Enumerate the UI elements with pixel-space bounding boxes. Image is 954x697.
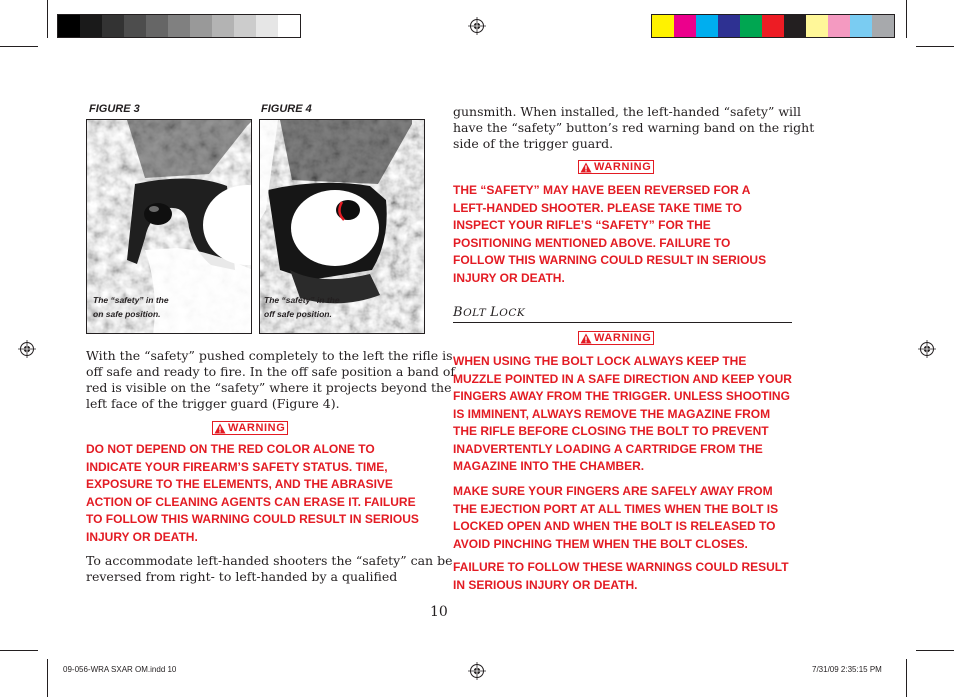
text-line: MUZZLE POINTED IN A SAFE DIRECTION AND KEEP YOUR	[453, 371, 792, 386]
process-color-bar	[651, 14, 895, 38]
color-swatch	[146, 15, 168, 37]
warning-text	[453, 483, 778, 553]
color-swatch	[718, 15, 740, 37]
color-swatch	[190, 15, 212, 37]
color-swatch	[872, 15, 894, 37]
title-small-caps: OLT	[463, 307, 491, 319]
text-line: side of the trigger guard.	[453, 136, 614, 151]
figure-4-photo	[259, 119, 425, 334]
color-swatch	[674, 15, 696, 37]
title-small-caps: OCK	[499, 307, 526, 319]
text-line: FINGERS AWAY FROM THE TRIGGER. UNLESS SHOOTING	[453, 389, 790, 403]
body-paragraph	[453, 104, 814, 152]
warning-text	[453, 353, 792, 476]
color-swatch	[762, 15, 784, 37]
warning-label: WARNING	[594, 332, 652, 344]
slug-timestamp: 7/31/09 2:35:15 PM	[812, 665, 882, 674]
slug-filename: 09-056-WRA SXAR OM.indd 10	[63, 665, 177, 674]
text-line: INJURY OR DEATH.	[86, 529, 198, 544]
crop-mark	[47, 659, 48, 697]
text-line: IN SERIOUS INJURY OR DEATH.	[453, 577, 638, 592]
body-paragraph	[86, 348, 455, 412]
text-line: left face of the trigger guard (Figure 4).	[86, 396, 340, 411]
caption-line: on safe position.	[93, 309, 161, 319]
section-title	[453, 305, 792, 323]
text-line: DO NOT DEPEND ON THE RED COLOR ALONE TO	[86, 442, 375, 456]
color-swatch	[256, 15, 278, 37]
warning-text	[86, 441, 419, 546]
text-line: INJURY OR DEATH.	[453, 270, 565, 285]
registration-mark-icon	[468, 17, 486, 35]
text-line: AVOID PINCHING THEM WHEN THE BOLT CLOSES.	[453, 536, 748, 551]
color-swatch	[828, 15, 850, 37]
text-line: INSPECT YOUR RIFLE’S “SAFETY” FOR THE	[453, 218, 711, 232]
text-line: red is visible on the “safety” where it projects beyond the	[86, 380, 452, 395]
text-line: IS IMMINENT, ALWAYS REMOVE THE MAGAZINE FROM	[453, 406, 771, 421]
warning-label: WARNING	[594, 161, 652, 173]
figure-4-label: FIGURE 4	[261, 103, 312, 115]
registration-mark-icon	[918, 340, 936, 358]
color-swatch	[278, 15, 300, 37]
color-swatch	[80, 15, 102, 37]
figure-3-photo	[86, 119, 252, 334]
text-line: With the “safety” pushed completely to the left the rifle is	[86, 348, 453, 363]
text-line: MAKE SURE YOUR FINGERS ARE SAFELY AWAY FROM	[453, 484, 773, 498]
crop-mark	[47, 0, 48, 38]
color-swatch	[124, 15, 146, 37]
text-line: FAILURE TO FOLLOW THESE WARNINGS COULD RESULT	[453, 560, 789, 574]
color-swatch	[234, 15, 256, 37]
text-line: gunsmith. When installed, the left-handed “safety” will	[453, 104, 802, 119]
crop-mark	[916, 650, 954, 651]
text-line: THE “SAFETY” MAY HAVE BEEN REVERSED FOR A	[453, 183, 751, 197]
text-line: POSITIONING MENTIONED ABOVE. FAILURE TO	[453, 235, 731, 250]
title-cap: L	[490, 305, 500, 320]
warning-text	[453, 559, 789, 594]
warning-badge	[578, 160, 654, 174]
figure-4-caption	[264, 293, 354, 321]
text-line: INADVERTENTLY LOADING A CARTRIDGE FROM THE	[453, 441, 763, 456]
text-line: EXPOSURE TO THE ELEMENTS, AND THE ABRASIVE	[86, 477, 393, 491]
text-line: THE RIFLE BEFORE CLOSING THE BOLT TO PREVENT	[453, 424, 769, 438]
registration-mark-icon	[18, 340, 36, 358]
crop-mark	[0, 46, 38, 47]
color-swatch	[784, 15, 806, 37]
text-line: off safe and ready to fire. In the off safe position a band of	[86, 364, 455, 379]
warning-triangle-icon	[214, 423, 226, 434]
warning-triangle-icon	[580, 333, 592, 344]
text-line: To accommodate left-handed shooters the “safety” can be	[86, 553, 453, 568]
text-line: WHEN USING THE BOLT LOCK ALWAYS KEEP THE	[453, 354, 747, 368]
warning-triangle-icon	[580, 162, 592, 173]
warning-text	[453, 182, 766, 287]
body-paragraph	[86, 553, 452, 585]
color-swatch	[652, 15, 674, 37]
color-swatch	[740, 15, 762, 37]
grayscale-color-bar	[57, 14, 301, 38]
text-line: LEFT-HANDED SHOOTER. PLEASE TAKE TIME TO	[453, 200, 742, 215]
text-line: reversed from right- to left-handed by a qualified	[86, 569, 398, 584]
color-swatch	[212, 15, 234, 37]
title-cap: B	[453, 305, 464, 320]
registration-mark-icon	[468, 662, 486, 680]
color-swatch	[806, 15, 828, 37]
figure-3-caption	[93, 293, 183, 321]
crop-mark	[906, 0, 907, 38]
text-line: LOCKED OPEN AND WHEN THE BOLT IS RELEASED TO	[453, 519, 776, 533]
page-number: 10	[430, 604, 448, 620]
color-swatch	[58, 15, 80, 37]
text-line: ACTION OF CLEANING AGENTS CAN ERASE IT. FAILURE	[86, 494, 416, 509]
caption-line: off safe position.	[264, 309, 332, 319]
warning-badge	[578, 331, 654, 345]
text-line: INDICATE YOUR FIREARM’S SAFETY STATUS. TIME,	[86, 459, 388, 474]
text-line: FOLLOW THIS WARNING COULD RESULT IN SERIOUS	[453, 253, 767, 267]
text-line: have the “safety” button’s red warning band on the right	[453, 120, 815, 135]
crop-mark	[916, 46, 954, 47]
color-swatch	[696, 15, 718, 37]
text-line: MAGAZINE INTO THE CHAMBER.	[453, 459, 645, 473]
text-line: THE EJECTION PORT AT ALL TIMES WHEN THE BOLT IS	[453, 501, 779, 516]
caption-line: The “safety” in the	[93, 295, 169, 305]
warning-label: WARNING	[228, 422, 286, 434]
warning-badge	[212, 421, 288, 435]
crop-mark	[0, 650, 38, 651]
crop-mark	[906, 659, 907, 697]
color-swatch	[850, 15, 872, 37]
color-swatch	[102, 15, 124, 37]
color-swatch	[168, 15, 190, 37]
figure-3-label: FIGURE 3	[89, 103, 140, 115]
text-line: TO FOLLOW THIS WARNING COULD RESULT IN SERIOUS	[86, 512, 419, 526]
caption-line: The “safety” in the	[264, 295, 340, 305]
